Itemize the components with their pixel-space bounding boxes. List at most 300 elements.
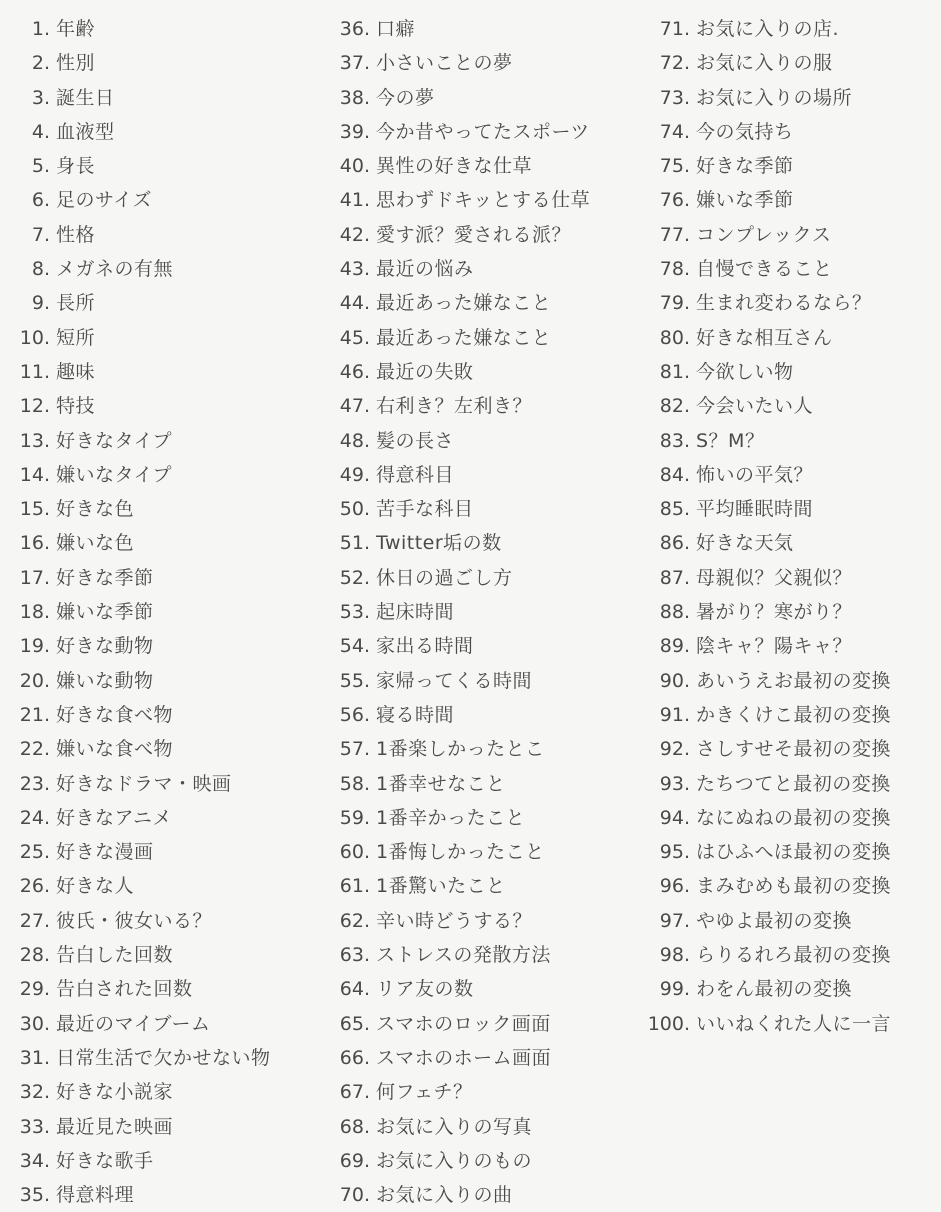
- item-number: 94.: [659, 806, 690, 829]
- item-number: 58.: [339, 772, 370, 795]
- item-text: 思わずドキッとする仕草: [376, 189, 591, 212]
- item-number: 59.: [339, 806, 370, 829]
- item-number: 66.: [339, 1046, 370, 1069]
- list-item: [328, 149, 638, 183]
- list-item: [4, 1007, 324, 1041]
- list-item: [328, 664, 638, 698]
- list-item: [328, 1007, 638, 1041]
- item-text: 辛い時どうする？: [376, 909, 533, 932]
- list-item: [328, 972, 638, 1006]
- list-item: [4, 321, 324, 355]
- item-number: 56.: [339, 703, 370, 726]
- list-item: [328, 389, 638, 423]
- item-number: 71.: [659, 18, 690, 40]
- item-text: かきくけこ最初の変換: [696, 703, 892, 726]
- list-item: [638, 698, 941, 732]
- item-number: 3.: [31, 86, 50, 109]
- item-text: 好きなタイプ: [56, 429, 173, 452]
- list-item: [4, 149, 324, 183]
- list-item: [4, 904, 324, 938]
- list-item: [4, 1041, 324, 1075]
- list-item: [638, 46, 941, 80]
- list-item: [638, 801, 941, 835]
- item-number: 10.: [19, 326, 50, 349]
- item-text: 最近あった嫌なこと: [376, 292, 552, 315]
- item-number: 45.: [339, 326, 370, 349]
- list-item: [638, 664, 941, 698]
- item-number: 32.: [19, 1081, 50, 1104]
- item-text: 苦手な科目: [376, 498, 474, 521]
- item-text: まみむめも最初の変換: [696, 875, 892, 898]
- item-number: 46.: [339, 360, 370, 383]
- item-number: 87.: [659, 566, 690, 589]
- item-text: 1番幸せなこと: [376, 772, 506, 795]
- list-item: [4, 458, 324, 492]
- item-number: 12.: [19, 395, 50, 418]
- item-text: 家帰ってくる時間: [376, 669, 533, 692]
- item-text: 家出る時間: [376, 635, 474, 658]
- item-number: 25.: [19, 841, 50, 864]
- list-item: [4, 835, 324, 869]
- list-item: [638, 183, 941, 217]
- list-item: [4, 1075, 324, 1109]
- item-number: 1.: [31, 18, 50, 40]
- list-item: [638, 629, 941, 663]
- item-text: たちつてと最初の変換: [696, 772, 891, 795]
- list-item: [328, 904, 638, 938]
- item-text: お気に入りの服: [696, 52, 833, 75]
- list-item: [638, 595, 941, 629]
- item-text: やゆよ最初の変換: [696, 909, 853, 932]
- list-item: [4, 801, 324, 835]
- item-text: 好きな色: [56, 498, 135, 521]
- item-number: 11.: [19, 360, 50, 383]
- list-item: [328, 835, 638, 869]
- item-number: 17.: [19, 566, 50, 589]
- list-item: [4, 767, 324, 801]
- list-item: [638, 81, 941, 115]
- item-text: Twitter垢の数: [376, 532, 502, 555]
- item-number: 20.: [19, 669, 50, 692]
- item-number: 19.: [19, 635, 50, 658]
- list-item: [638, 1007, 941, 1041]
- item-text: 寝る時間: [376, 703, 455, 726]
- item-text: お気に入りのもの: [376, 1149, 533, 1172]
- item-text: 好きなドラマ・映画: [56, 772, 232, 795]
- list-item: [4, 972, 324, 1006]
- item-number: 41.: [339, 189, 370, 212]
- item-text: 暑がり？寒がり？: [696, 601, 853, 624]
- item-text: 1番辛かったこと: [376, 806, 526, 829]
- item-text: 好きな小説家: [56, 1081, 174, 1104]
- item-text: 性別: [56, 52, 96, 75]
- item-text: 好きな人: [56, 875, 135, 898]
- list-item: [328, 458, 638, 492]
- item-number: 50.: [339, 498, 370, 521]
- item-text: 嫌いな色: [56, 532, 135, 555]
- item-text: 愛す派？愛される派？: [376, 223, 572, 246]
- list-item: [4, 595, 324, 629]
- item-number: 51.: [339, 532, 370, 555]
- item-number: 65.: [339, 1012, 370, 1035]
- list-item: [638, 492, 941, 526]
- item-number: 27.: [19, 909, 50, 932]
- list-item: [4, 732, 324, 766]
- list-item: [638, 218, 941, 252]
- list-item: [328, 1144, 638, 1178]
- item-text: 嫌いな季節: [56, 601, 154, 624]
- item-number: 2.: [31, 52, 50, 75]
- item-number: 14.: [19, 463, 50, 486]
- item-text: 平均睡眠時間: [696, 498, 814, 521]
- item-number: 31.: [19, 1046, 50, 1069]
- list-item: [4, 869, 324, 903]
- list-item: [328, 801, 638, 835]
- list-item: [638, 12, 941, 46]
- item-number: 90.: [659, 669, 690, 692]
- item-number: 79.: [659, 292, 690, 315]
- item-number: 61.: [339, 875, 370, 898]
- item-number: 8.: [31, 258, 50, 281]
- item-number: 93.: [659, 772, 690, 795]
- item-number: 62.: [339, 909, 370, 932]
- item-number: 77.: [659, 223, 690, 246]
- item-number: 48.: [339, 429, 370, 452]
- item-number: 39.: [339, 120, 370, 143]
- item-number: 22.: [19, 738, 50, 761]
- list-item: [638, 458, 941, 492]
- item-number: 97.: [659, 909, 690, 932]
- list-item: [4, 355, 324, 389]
- list-item: [4, 492, 324, 526]
- item-number: 82.: [659, 395, 690, 418]
- item-number: 55.: [339, 669, 370, 692]
- item-text: 嫌いな動物: [56, 669, 154, 692]
- item-text: 好きな漫画: [56, 841, 154, 864]
- list-item: [638, 149, 941, 183]
- list-item: [4, 664, 324, 698]
- item-text: 好きな食べ物: [56, 703, 174, 726]
- item-number: 85.: [659, 498, 690, 521]
- question-column-2: [328, 12, 638, 1212]
- item-text: 足のサイズ: [56, 189, 152, 212]
- item-number: 88.: [659, 601, 690, 624]
- item-text: 今会いたい人: [696, 395, 814, 418]
- item-text: 今欲しい物: [696, 360, 794, 383]
- item-text: らりるれろ最初の変換: [696, 944, 892, 967]
- list-item: [328, 46, 638, 80]
- item-number: 74.: [659, 120, 690, 143]
- item-text: 好きな季節: [696, 155, 794, 178]
- list-item: [4, 1178, 324, 1212]
- list-item: [328, 526, 638, 560]
- item-text: はひふへほ最初の変換: [696, 841, 892, 864]
- item-text: 1番驚いたこと: [376, 875, 506, 898]
- item-text: 最近のマイブーム: [56, 1012, 211, 1035]
- list-item: [638, 355, 941, 389]
- item-text: 好きな季節: [56, 566, 154, 589]
- list-item: [328, 252, 638, 286]
- item-number: 47.: [339, 395, 370, 418]
- list-item: [638, 389, 941, 423]
- item-text: スマホのホーム画面: [376, 1046, 552, 1069]
- list-item: [328, 424, 638, 458]
- item-text: 得意科目: [376, 463, 455, 486]
- item-text: 髪の長さ: [376, 429, 455, 452]
- list-item: [638, 972, 941, 1006]
- item-text: リア友の数: [376, 978, 474, 1001]
- list-item: [638, 321, 941, 355]
- item-text: 特技: [56, 395, 96, 418]
- item-number: 54.: [339, 635, 370, 658]
- list-item: [638, 526, 941, 560]
- list-item: [4, 46, 324, 80]
- item-number: 84.: [659, 463, 690, 486]
- item-text: 小さいことの夢: [376, 52, 513, 75]
- list-item: [328, 183, 638, 217]
- item-number: 73.: [659, 86, 690, 109]
- list-item: [638, 424, 941, 458]
- item-text: ストレスの発散方法: [376, 944, 551, 967]
- list-item: [328, 938, 638, 972]
- list-item: [638, 869, 941, 903]
- item-text: 口癖: [376, 18, 416, 40]
- item-number: 40.: [339, 155, 370, 178]
- item-number: 75.: [659, 155, 690, 178]
- item-number: 28.: [19, 944, 50, 967]
- item-number: 29.: [19, 978, 50, 1001]
- list-item: [328, 698, 638, 732]
- item-text: 最近あった嫌なこと: [376, 326, 552, 349]
- item-text: 趣味: [56, 360, 96, 383]
- list-item: [4, 1144, 324, 1178]
- list-item: [638, 835, 941, 869]
- item-text: お気に入りの曲: [376, 1184, 513, 1207]
- item-text: 異性の好きな仕草: [376, 155, 533, 178]
- list-item: [638, 904, 941, 938]
- item-number: 33.: [19, 1115, 50, 1138]
- item-number: 44.: [339, 292, 370, 315]
- item-text: 血液型: [56, 120, 115, 143]
- question-column-1: [4, 12, 324, 1212]
- item-number: 89.: [659, 635, 690, 658]
- item-number: 36.: [339, 18, 370, 40]
- item-number: 53.: [339, 601, 370, 624]
- item-text: なにぬねの最初の変換: [696, 806, 892, 829]
- item-text: 何フェチ？: [376, 1081, 473, 1104]
- list-item: [638, 938, 941, 972]
- list-item: [328, 218, 638, 252]
- list-item: [4, 12, 324, 46]
- list-item: [328, 732, 638, 766]
- list-item: [328, 767, 638, 801]
- item-text: 得意料理: [56, 1184, 135, 1207]
- item-number: 21.: [19, 703, 50, 726]
- list-item: [4, 252, 324, 286]
- list-item: [638, 115, 941, 149]
- item-number: 26.: [19, 875, 50, 898]
- item-number: 99.: [659, 978, 690, 1001]
- item-number: 16.: [19, 532, 50, 555]
- item-text: 嫌いな季節: [696, 189, 794, 212]
- item-number: 57.: [339, 738, 370, 761]
- item-number: 69.: [339, 1149, 370, 1172]
- item-text: 身長: [56, 155, 96, 178]
- item-number: 70.: [339, 1184, 370, 1207]
- item-number: 81.: [659, 360, 690, 383]
- item-text: 性格: [56, 223, 96, 246]
- item-text: いいねくれた人に一言: [696, 1012, 892, 1035]
- item-number: 63.: [339, 944, 370, 967]
- item-number: 95.: [659, 841, 690, 864]
- item-text: 長所: [56, 292, 96, 315]
- item-number: 18.: [19, 601, 50, 624]
- list-item: [638, 286, 941, 320]
- item-number: 60.: [339, 841, 370, 864]
- item-number: 76.: [659, 189, 690, 212]
- list-item: [328, 492, 638, 526]
- item-number: 5.: [31, 155, 50, 178]
- list-item: [4, 629, 324, 663]
- item-number: 9.: [31, 292, 50, 315]
- item-number: 100.: [647, 1012, 690, 1035]
- item-text: S？M？: [696, 429, 765, 452]
- item-text: 最近の失敗: [376, 360, 474, 383]
- item-number: 49.: [339, 463, 370, 486]
- item-text: 今の夢: [376, 86, 435, 109]
- item-number: 86.: [659, 532, 690, 555]
- list-item: [328, 629, 638, 663]
- item-text: 陰キャ？陽キャ？: [696, 635, 853, 658]
- item-text: 告白した回数: [56, 944, 174, 967]
- list-item: [4, 698, 324, 732]
- item-number: 4.: [31, 120, 50, 143]
- item-text: 休日の過ごし方: [376, 566, 513, 589]
- item-number: 30.: [19, 1012, 50, 1035]
- item-text: わをん最初の変換: [696, 978, 853, 1001]
- item-number: 7.: [31, 223, 50, 246]
- list-item: [4, 424, 324, 458]
- item-text: コンプレックス: [696, 223, 832, 246]
- list-item: [328, 1041, 638, 1075]
- item-text: 好きな動物: [56, 635, 154, 658]
- item-text: 好きな天気: [696, 532, 794, 555]
- item-number: 68.: [339, 1115, 370, 1138]
- item-number: 35.: [19, 1184, 50, 1207]
- list-item: [638, 767, 941, 801]
- item-number: 13.: [19, 429, 50, 452]
- item-number: 34.: [19, 1149, 50, 1172]
- list-item: [4, 286, 324, 320]
- item-number: 83.: [659, 429, 690, 452]
- item-text: あいうえお最初の変換: [696, 669, 892, 692]
- list-item: [328, 81, 638, 115]
- item-number: 80.: [659, 326, 690, 349]
- list-item: [638, 252, 941, 286]
- item-text: 1番楽しかったとこ: [376, 738, 545, 761]
- item-text: 右利き？左利き？: [376, 395, 533, 418]
- list-item: [638, 561, 941, 595]
- item-text: 母親似？父親似？: [696, 566, 853, 589]
- list-item: [4, 115, 324, 149]
- item-text: 好きな歌手: [56, 1149, 154, 1172]
- item-number: 96.: [659, 875, 690, 898]
- item-number: 37.: [339, 52, 370, 75]
- item-text: 嫌いな食べ物: [56, 738, 174, 761]
- list-item: [4, 526, 324, 560]
- list-item: [328, 869, 638, 903]
- item-text: 最近見た映画: [56, 1115, 174, 1138]
- item-number: 72.: [659, 52, 690, 75]
- question-column-3: [638, 12, 941, 1041]
- item-text: 怖いの平気？: [696, 463, 814, 486]
- list-item: [328, 595, 638, 629]
- list-item: [328, 1075, 638, 1109]
- item-number: 6.: [31, 189, 50, 212]
- item-number: 23.: [19, 772, 50, 795]
- item-text: 好きなアニメ: [56, 806, 173, 829]
- item-text: 起床時間: [376, 601, 455, 624]
- list-item: [4, 218, 324, 252]
- list-item: [4, 938, 324, 972]
- item-number: 67.: [339, 1081, 370, 1104]
- list-item: [328, 1178, 638, 1212]
- item-text: 彼氏・彼女いる？: [56, 909, 213, 932]
- item-text: お気に入りの写真: [376, 1115, 533, 1138]
- list-item: [328, 355, 638, 389]
- list-item: [328, 321, 638, 355]
- list-item: [4, 183, 324, 217]
- item-number: 91.: [659, 703, 690, 726]
- item-number: 52.: [339, 566, 370, 589]
- item-number: 98.: [659, 944, 690, 967]
- item-text: お気に入りの場所: [696, 86, 853, 109]
- list-item: [4, 81, 324, 115]
- item-text: 自慢できること: [696, 258, 833, 281]
- list-item: [328, 115, 638, 149]
- list-item: [328, 12, 638, 46]
- item-text: スマホのロック画面: [376, 1012, 551, 1035]
- item-text: 生まれ変わるなら？: [696, 292, 872, 315]
- list-item: [328, 286, 638, 320]
- item-text: 年齢: [56, 18, 96, 40]
- item-number: 92.: [659, 738, 690, 761]
- item-text: メガネの有無: [56, 258, 174, 281]
- item-text: 好きな相互さん: [696, 326, 833, 349]
- item-number: 38.: [339, 86, 370, 109]
- list-item: [4, 561, 324, 595]
- item-number: 24.: [19, 806, 50, 829]
- item-number: 43.: [339, 258, 370, 281]
- item-text: 告白された回数: [56, 978, 193, 1001]
- item-text: さしすせそ最初の変換: [696, 738, 892, 761]
- list-item: [638, 732, 941, 766]
- item-text: 嫌いなタイプ: [56, 463, 173, 486]
- item-text: 今か昔やってたスポーツ: [376, 120, 590, 143]
- item-text: 日常生活で欠かせない物: [56, 1046, 271, 1069]
- item-text: 誕生日: [56, 86, 115, 109]
- item-text: 今の気持ち: [696, 120, 794, 143]
- list-item: [4, 1110, 324, 1144]
- item-text: 1番悔しかったこと: [376, 841, 545, 864]
- item-number: 78.: [659, 258, 690, 281]
- list-item: [328, 1110, 638, 1144]
- item-number: 64.: [339, 978, 370, 1001]
- item-text: お気に入りの店.: [696, 18, 840, 40]
- item-number: 15.: [19, 498, 50, 521]
- list-item: [328, 561, 638, 595]
- item-number: 42.: [339, 223, 370, 246]
